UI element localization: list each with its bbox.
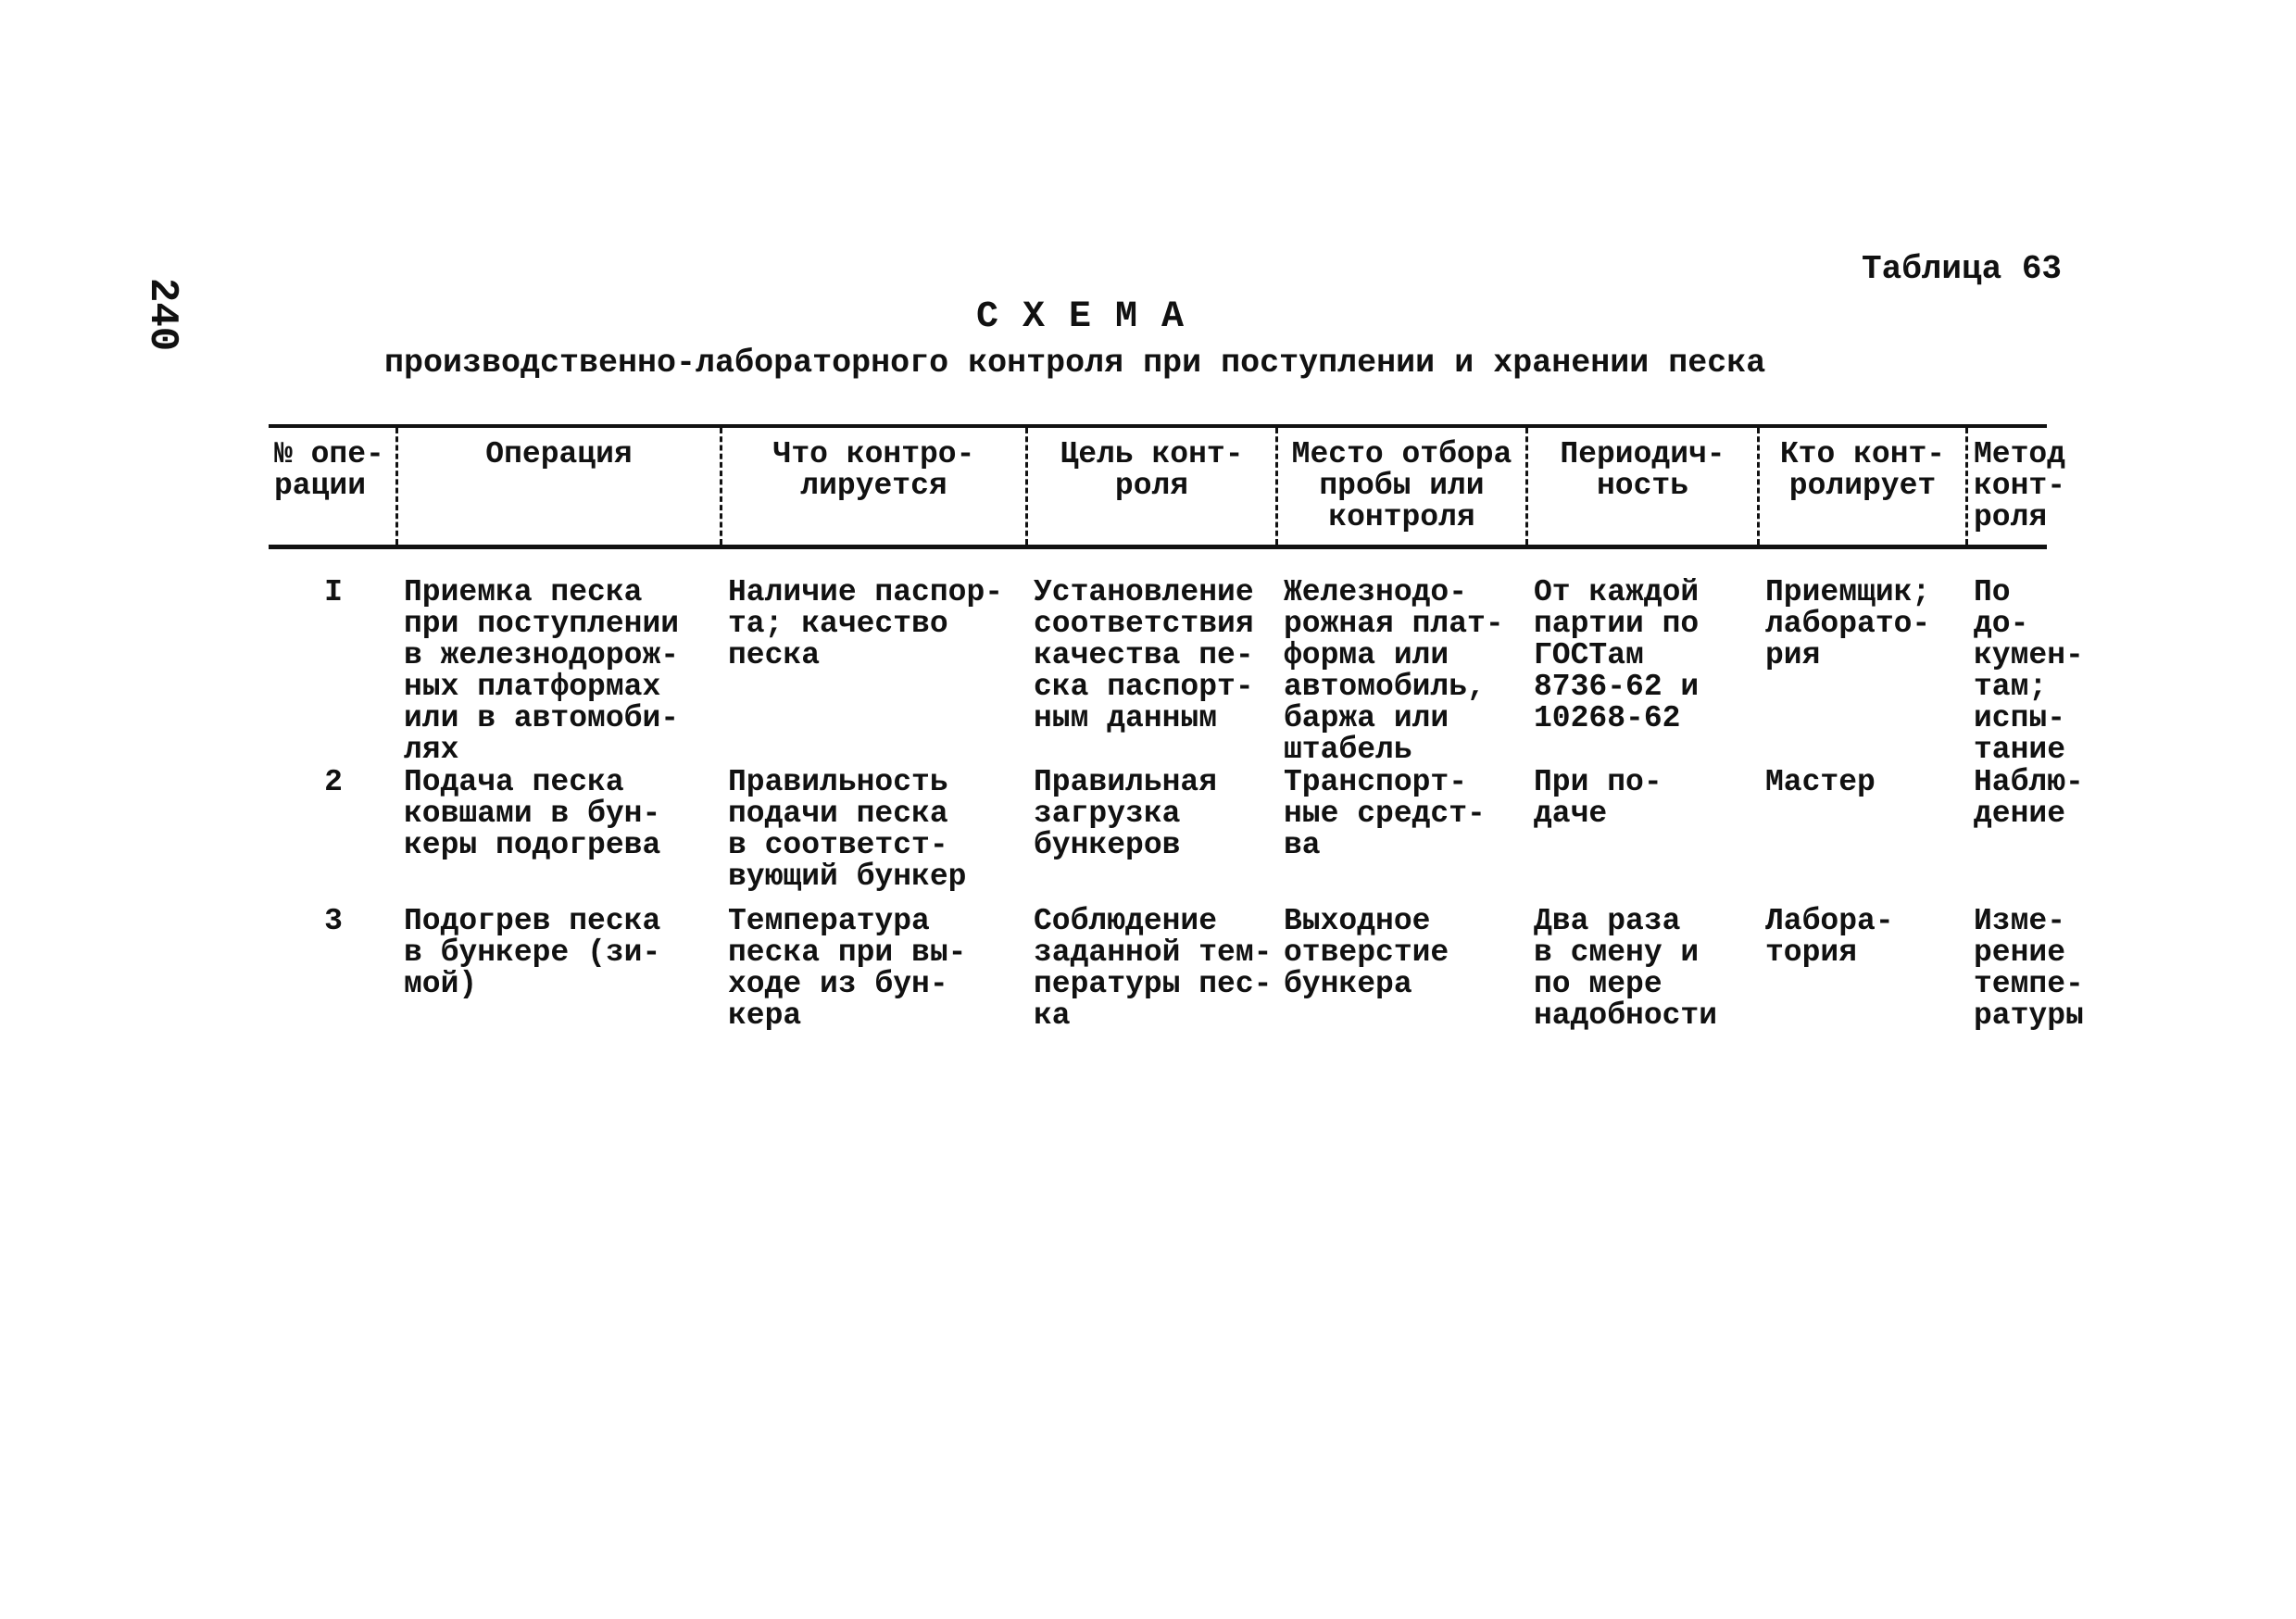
cell-sampling-place: Выходное отверстие бункера xyxy=(1284,904,1449,1001)
column-header-controller: Кто конт- ролирует xyxy=(1760,428,1968,545)
column-header-what-controlled: Что контро- лируется xyxy=(722,428,1028,545)
cell-operation-number: 2 xyxy=(324,765,343,799)
table-row xyxy=(269,904,2084,1045)
table-header-row xyxy=(269,424,2066,549)
cell-control-purpose: Установление соответствия качества пе- ска паспорт- ным данным xyxy=(1034,575,1254,735)
cell-controller: Приемщик; лаборато- рия xyxy=(1765,575,1931,672)
cell-what-controlled: Температура песка при вы- ходе из бун- кера xyxy=(728,904,967,1033)
cell-operation: Подача песка ковшами в бун- керы подогрева xyxy=(404,765,661,862)
table-row xyxy=(269,765,2084,906)
cell-controller: Лабора- тория xyxy=(1765,904,1894,970)
table-row xyxy=(269,575,2084,767)
cell-operation: Подогрев песка в бункере (зи- мой) xyxy=(404,904,661,1001)
column-header-control-purpose: Цель конт- роля xyxy=(1028,428,1278,545)
control-table xyxy=(269,424,2084,1045)
cell-periodicity: При по- даче xyxy=(1534,765,1662,831)
cell-method: Изме- рение темпе- ратуры xyxy=(1974,904,2084,1033)
table-label: Таблица 63 xyxy=(1862,250,2063,288)
cell-what-controlled: Наличие паспор- та; качество песка xyxy=(728,575,1004,672)
document-subtitle: производственно-лабораторного контроля при поступлении и хранении песка xyxy=(384,345,1766,382)
column-header-operation: Операция xyxy=(398,428,722,545)
column-header-method: Метод конт- роля xyxy=(1974,437,2066,534)
column-header-sampling-place: Место отбора пробы или контроля xyxy=(1278,428,1528,545)
cell-control-purpose: Правильная загрузка бункеров xyxy=(1034,765,1218,862)
cell-method: Наблю- дение xyxy=(1974,765,2084,831)
page-number: 240 xyxy=(139,278,185,352)
cell-sampling-place: Железнодо- рожная плат- форма или автомобиль, баржа или штабель xyxy=(1284,575,1504,767)
cell-operation: Приемка песка при поступлении в железнодорож- ных платформах или в автомоби- лях xyxy=(404,575,680,767)
column-header-periodicity: Периодич- ность xyxy=(1528,428,1760,545)
column-header-operation-number: № опе- рации xyxy=(269,428,398,545)
cell-periodicity: От каждой партии по ГОСТам 8736-62 и 10268-62 xyxy=(1534,575,1700,735)
cell-method: По до- кумен- там; испы- тание xyxy=(1974,575,2084,767)
cell-controller: Мастер xyxy=(1765,765,1876,799)
cell-periodicity: Два раза в смену и по мере надобности xyxy=(1534,904,1718,1033)
cell-operation-number: I xyxy=(324,575,343,609)
cell-control-purpose: Соблюдение заданной тем- пературы пес- ка xyxy=(1034,904,1273,1033)
cell-what-controlled: Правильность подачи песка в соответст- вующий бункер xyxy=(728,765,967,894)
cell-operation-number: 3 xyxy=(324,904,343,938)
document-title: СХЕМА xyxy=(976,296,1209,338)
cell-sampling-place: Транспорт- ные средст- ва xyxy=(1284,765,1486,862)
